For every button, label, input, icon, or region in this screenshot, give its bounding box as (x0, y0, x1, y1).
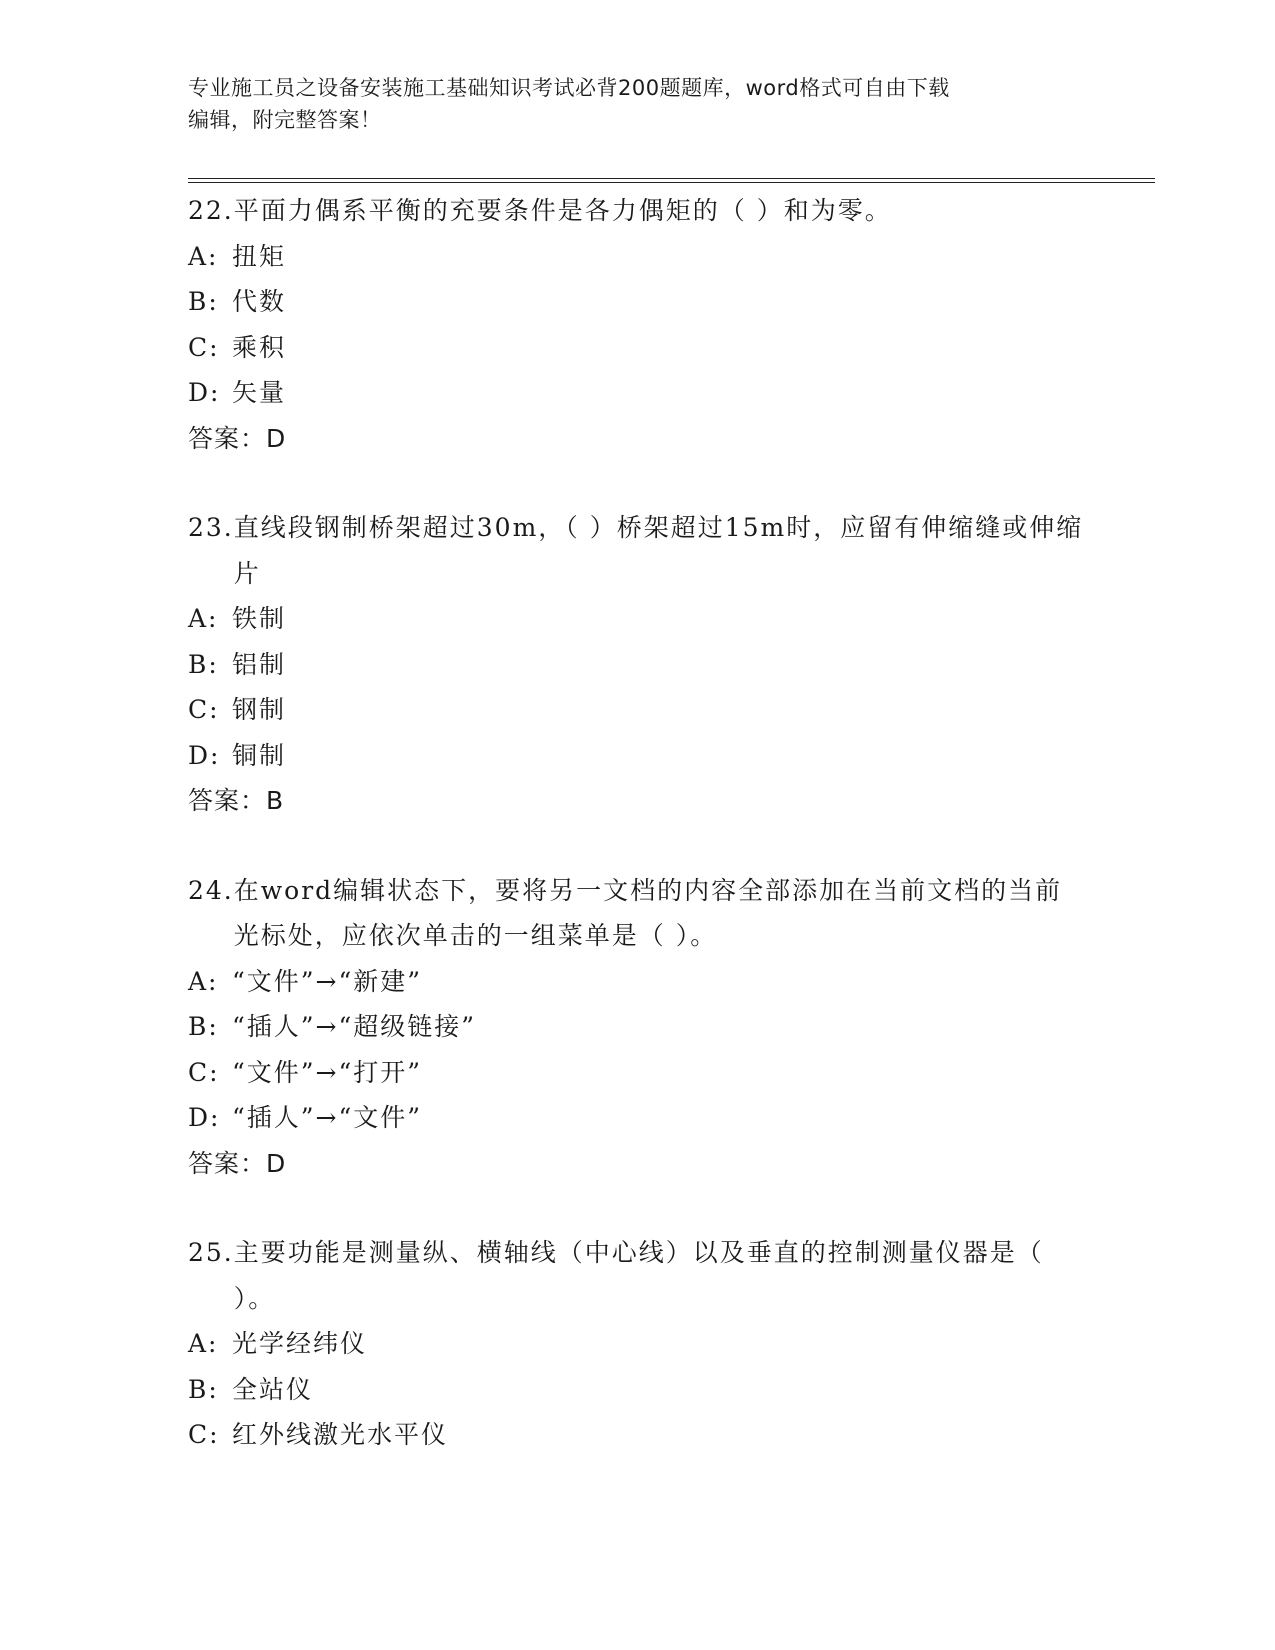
option-text: “插人”→“超级链接” (232, 1012, 477, 1041)
option-text: 红外线激光水平仪 (232, 1420, 449, 1449)
question-list (188, 188, 1088, 1502)
option-c (188, 325, 1088, 371)
option-key: C: (188, 1420, 220, 1449)
option-key: A: (188, 966, 219, 996)
option-key: C: (188, 1057, 220, 1087)
option-d (188, 370, 1088, 416)
option-d (188, 733, 1088, 779)
answer-line: 答案：D (188, 423, 287, 453)
question-23 (188, 505, 1088, 824)
question-number: 25. (188, 1238, 234, 1267)
option-key: B: (188, 1012, 219, 1041)
option-key: D: (188, 740, 221, 770)
option-a (188, 234, 1088, 280)
question-text: 在word编辑状态下，要将另一文档的内容全部添加在当前文档的当前光标处，应依次单击的一组菜单是（ ）。 (233, 875, 1063, 950)
option-text: 矢量 (232, 378, 287, 407)
option-text: “文件”→“打开” (232, 1057, 423, 1087)
option-c (188, 687, 1088, 733)
question-number: 23. (188, 513, 234, 542)
option-text: 全站仪 (232, 1374, 314, 1404)
option-a (188, 959, 1088, 1005)
option-key: A: (188, 604, 219, 633)
option-key: B: (188, 649, 219, 679)
option-key: D: (188, 1103, 221, 1132)
option-text: 扭矩 (232, 241, 287, 271)
option-text: 乘积 (232, 332, 287, 362)
option-a (188, 1321, 1088, 1367)
option-c (188, 1412, 1088, 1458)
option-b (188, 642, 1088, 688)
question-stem (188, 1230, 1088, 1321)
option-key: C: (188, 695, 220, 724)
option-text: “文件”→“新建” (232, 966, 423, 996)
option-a (188, 596, 1088, 642)
question-22 (188, 188, 1088, 461)
option-key: C: (188, 332, 220, 362)
option-text: “插人”→“文件” (232, 1103, 423, 1132)
question-stem (188, 868, 1088, 959)
option-c (188, 1050, 1088, 1096)
question-stem (188, 505, 1088, 596)
option-b (188, 1004, 1088, 1050)
header-line-2: 编辑，附完整答案！ (188, 108, 382, 132)
question-text: 主要功能是测量纵、横轴线（中心线）以及垂直的控制测量仪器是（ ）。 (233, 1238, 1044, 1313)
option-text: 钢制 (232, 695, 287, 724)
answer-line: 答案：B (188, 786, 285, 815)
answer-line: 答案：D (188, 1148, 287, 1178)
question-stem (188, 188, 1088, 234)
option-b (188, 279, 1088, 325)
header-divider-top (188, 178, 1155, 179)
option-b (188, 1367, 1088, 1413)
option-key: A: (188, 241, 219, 271)
question-number: 22. (188, 196, 234, 225)
question-number: 24. (188, 875, 234, 905)
option-d (188, 1095, 1088, 1141)
question-text: 平面力偶系平衡的充要条件是各力偶矩的（ ）和为零。 (233, 196, 892, 225)
header-divider-bottom (188, 182, 1155, 183)
question-24 (188, 868, 1088, 1187)
option-key: D: (188, 378, 221, 407)
option-key: A: (188, 1329, 219, 1358)
option-key: B: (188, 287, 219, 316)
option-text: 铝制 (232, 649, 287, 679)
option-text: 铁制 (232, 604, 287, 633)
header-line-1: 专业施工员之设备安装施工基础知识考试必背200题题库，word格式可自由下载 (188, 76, 950, 100)
question-25 (188, 1230, 1088, 1458)
option-text: 代数 (232, 287, 287, 316)
option-key: B: (188, 1374, 219, 1404)
option-text: 光学经纬仪 (232, 1329, 368, 1358)
document-header (188, 72, 1068, 136)
option-text: 铜制 (232, 740, 287, 770)
question-text: 直线段钢制桥架超过30m，（ ）桥架超过15m时，应留有伸缩缝或伸缩片 (233, 513, 1084, 588)
